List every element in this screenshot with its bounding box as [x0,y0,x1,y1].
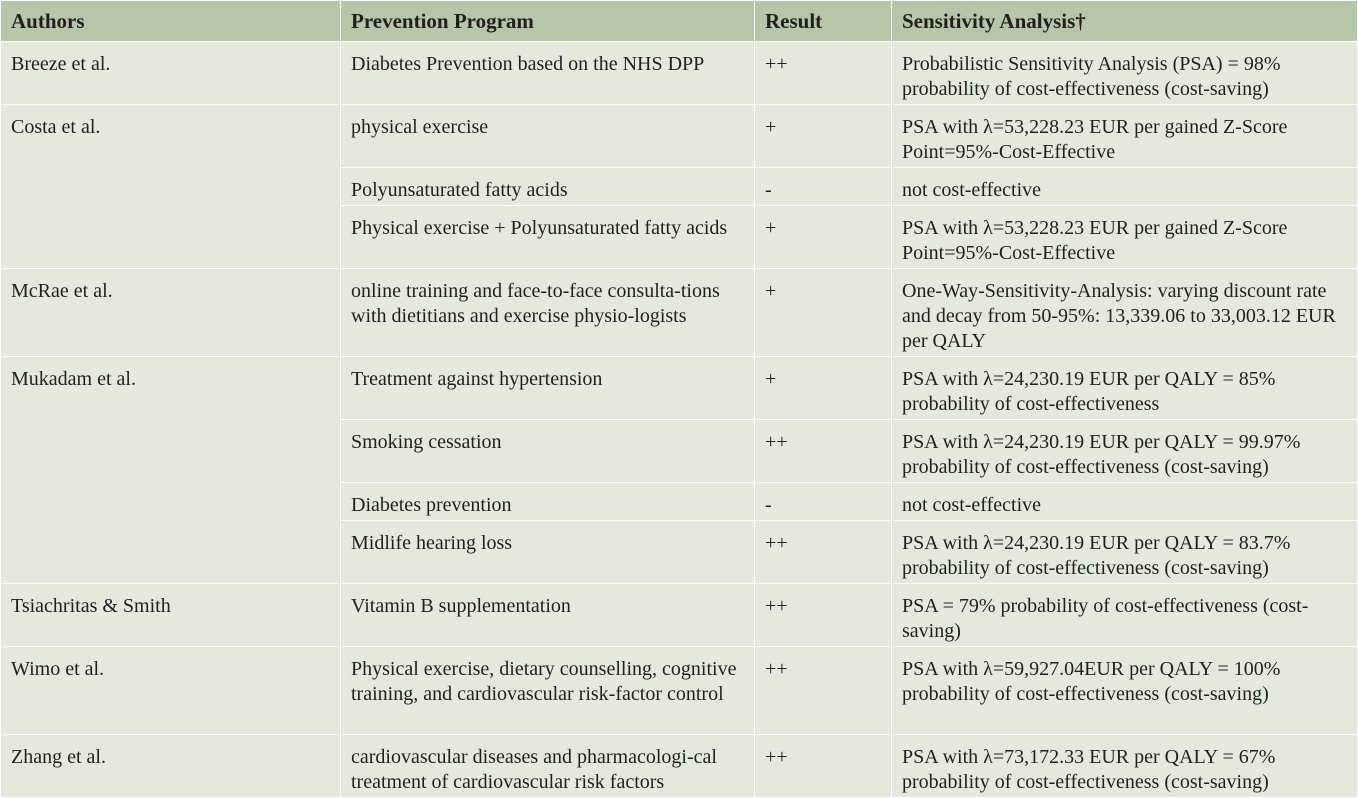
table-row [1,105,1358,168]
sensitivity-cell: PSA with λ=53,228.23 EUR per gained Z-Score Point=95%-Cost-Effective [892,105,1358,168]
author-cell: Tsiachritas & Smith [1,584,341,647]
author-cell: Costa et al. [1,105,341,269]
result-cell: + [755,357,892,420]
program-cell: Midlife hearing loss [341,521,755,584]
sensitivity-cell: PSA = 79% probability of cost-effectiveness (cost-saving) [892,584,1358,647]
sensitivity-cell: One-Way-Sensitivity-Analysis: varying discount rate and decay from 50-95%: 13,339.06 to 33,003.12 EUR per QALY [892,269,1358,357]
result-cell: ++ [755,735,892,798]
sensitivity-cell: PSA with λ=24,230.19 EUR per QALY = 99.97% probability of cost-effectiveness (cost-saving) [892,420,1358,483]
sensitivity-cell: PSA with λ=53,228.23 EUR per gained Z-Score Point=95%-Cost-Effective [892,206,1358,269]
program-cell: physical exercise [341,105,755,168]
table-row [1,357,1358,420]
table-row [1,269,1358,357]
table-row [1,584,1358,647]
result-cell: + [755,105,892,168]
result-cell: ++ [755,647,892,735]
result-cell: ++ [755,42,892,105]
program-cell: Treatment against hypertension [341,357,755,420]
header-result: Result [755,1,892,42]
program-cell: Physical exercise + Polyunsaturated fatty acids [341,206,755,269]
header-authors: Authors [1,1,341,42]
author-cell: Mukadam et al. [1,357,341,584]
table-body [1,42,1358,798]
sensitivity-cell: PSA with λ=59,927.04EUR per QALY = 100% probability of cost-effectiveness (cost-saving) [892,647,1358,735]
result-cell: + [755,269,892,357]
program-cell: Diabetes Prevention based on the NHS DPP [341,42,755,105]
author-cell: McRae et al. [1,269,341,357]
program-cell: Vitamin B supplementation [341,584,755,647]
sensitivity-cell: not cost-effective [892,168,1358,206]
program-cell: Polyunsaturated fatty acids [341,168,755,206]
author-cell: Breeze et al. [1,42,341,105]
program-cell: cardiovascular diseases and pharmacologi-cal treatment of cardiovascular risk factors [341,735,755,798]
program-cell: Smoking cessation [341,420,755,483]
result-cell: ++ [755,584,892,647]
sensitivity-cell: PSA with λ=24,230.19 EUR per QALY = 85% probability of cost-effectiveness [892,357,1358,420]
table-row [1,735,1358,798]
program-cell: Diabetes prevention [341,483,755,521]
result-cell: ++ [755,521,892,584]
header-sensitivity: Sensitivity Analysis† [892,1,1358,42]
result-cell: - [755,483,892,521]
header-program: Prevention Program [341,1,755,42]
author-cell: Zhang et al. [1,735,341,798]
result-cell: ++ [755,420,892,483]
author-cell: Wimo et al. [1,647,341,735]
result-cell: + [755,206,892,269]
table-row [1,647,1358,735]
sensitivity-cell: Probabilistic Sensitivity Analysis (PSA) = 98% probability of cost-effectiveness (cost-saving) [892,42,1358,105]
sensitivity-cell: not cost-effective [892,483,1358,521]
sensitivity-cell: PSA with λ=73,172.33 EUR per QALY = 67% probability of cost-effectiveness (cost-saving) [892,735,1358,798]
result-cell: - [755,168,892,206]
program-cell: online training and face-to-face consulta-tions with dietitians and exercise physio-logists [341,269,755,357]
header-row [1,1,1358,42]
sensitivity-cell: PSA with λ=24,230.19 EUR per QALY = 83.7% probability of cost-effectiveness (cost-saving) [892,521,1358,584]
table-row [1,42,1358,105]
program-cell: Physical exercise, dietary counselling, cognitive training, and cardiovascular risk-factor control [341,647,755,735]
